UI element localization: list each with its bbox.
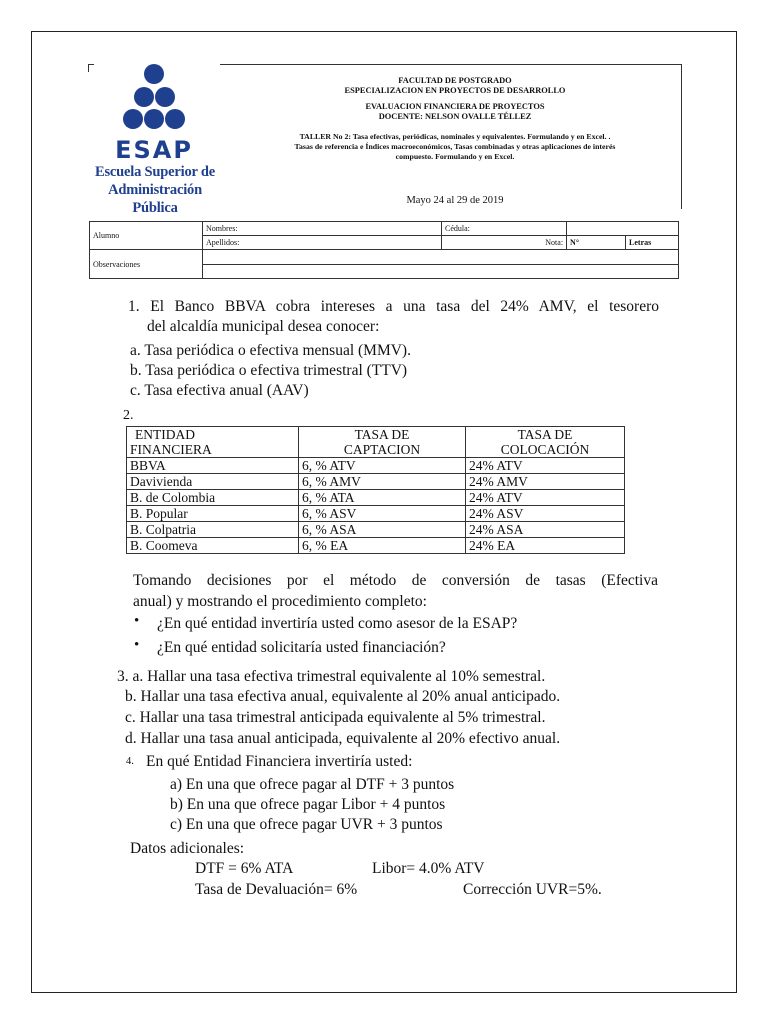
logo-dot bbox=[155, 87, 175, 107]
colocacion-cell: 24% AMV bbox=[466, 474, 625, 490]
header-course: EVALUACION FINANCIERA DE PROYECTOS bbox=[365, 102, 545, 111]
taller-line2: Tasas de referencia e Índices macroeconómicos, Tasas combinadas y otras aplicaciones de interés bbox=[294, 142, 616, 151]
captacion-cell: 6, % ASV bbox=[299, 506, 466, 522]
logo-dot bbox=[134, 87, 154, 107]
apellidos-field[interactable]: Apellidos: bbox=[203, 236, 442, 250]
header-specialization: ESPECIALIZACION EN PROYECTOS DE DESARROLLO bbox=[344, 86, 566, 95]
table-row bbox=[127, 506, 625, 522]
header-entidad-1: ENTIDAD bbox=[135, 427, 195, 442]
q1-option-a: a. Tasa periódica o efectiva mensual (MMV). bbox=[130, 342, 411, 359]
q1-option-c: c. Tasa efectiva anual (AAV) bbox=[130, 382, 309, 399]
nota-label: Nota: bbox=[442, 236, 567, 250]
observaciones-line1[interactable] bbox=[203, 250, 679, 265]
entity-cell: BBVA bbox=[127, 458, 299, 474]
entity-cell: B. de Colombia bbox=[127, 490, 299, 506]
entity-cell: B. Popular bbox=[127, 506, 299, 522]
institution-name-line2: Administración Pública bbox=[108, 182, 202, 216]
q1-line2: del alcaldía municipal desea conocer: bbox=[147, 318, 380, 335]
rates-header-row bbox=[127, 427, 625, 458]
observaciones-label: Observaciones bbox=[90, 250, 203, 279]
table-row bbox=[127, 538, 625, 554]
captacion-cell: 6, % ASA bbox=[299, 522, 466, 538]
header-colocacion-1: TASA DE bbox=[517, 427, 573, 442]
q1-line1: 1. El Banco BBVA cobra intereses a una tasa del 24% AMV, el tesorero bbox=[128, 298, 659, 315]
header-taller bbox=[226, 132, 684, 162]
header-colocacion bbox=[466, 427, 625, 458]
logo-dot bbox=[144, 64, 164, 84]
q3-option-c: c. Hallar una tasa trimestral anticipada equivalente al 5% trimestral. bbox=[125, 709, 546, 726]
logo-dot bbox=[165, 109, 185, 129]
nota-number[interactable]: N° bbox=[567, 236, 626, 250]
q4-dtf: DTF = 6% ATA bbox=[195, 860, 294, 877]
nombres-field[interactable]: Nombres: bbox=[203, 222, 442, 236]
q4-intro: En qué Entidad Financiera invertiría usted: bbox=[146, 753, 413, 770]
captacion-cell: 6, % ATA bbox=[299, 490, 466, 506]
entity-cell: B. Coomeva bbox=[127, 538, 299, 554]
bullet-icon: • bbox=[134, 613, 140, 629]
nota-letras[interactable]: Letras bbox=[626, 236, 679, 250]
table-row bbox=[127, 522, 625, 538]
header-teacher: DOCENTE: NELSON OVALLE TÉLLEZ bbox=[378, 112, 532, 121]
q4-option-a: a) En una que ofrece pagar al DTF + 3 puntos bbox=[170, 776, 455, 793]
logo-letters: ESAP bbox=[115, 136, 193, 164]
table-row bbox=[127, 474, 625, 490]
captacion-cell: 6, % AMV bbox=[299, 474, 466, 490]
logo-dot bbox=[123, 109, 143, 129]
header-date: Mayo 24 al 29 de 2019 bbox=[406, 195, 504, 206]
q3-option-a: 3. a. Hallar una tasa efectiva trimestral equivalente al 10% semestral. bbox=[117, 668, 546, 685]
q2-text-line2: anual) y mostrando el procedimiento completo: bbox=[133, 593, 427, 610]
header-entidad-2: FINANCIERA bbox=[130, 442, 212, 457]
q4-option-c: c) En una que ofrece pagar UVR + 3 puntos bbox=[170, 816, 443, 833]
cedula-field[interactable]: Cédula: bbox=[442, 222, 567, 236]
q4-libor: Libor= 4.0% ATV bbox=[372, 860, 485, 877]
q4-datos-label: Datos adicionales: bbox=[130, 840, 245, 857]
student-info-table bbox=[89, 221, 679, 279]
captacion-cell: 6, % EA bbox=[299, 538, 466, 554]
colocacion-cell: 24% ATV bbox=[466, 490, 625, 506]
entity-cell: B. Colpatria bbox=[127, 522, 299, 538]
taller-line3: compuesto. Formulando y en Excel. bbox=[395, 152, 515, 161]
colocacion-cell: 24% ATV bbox=[466, 458, 625, 474]
table-row bbox=[127, 458, 625, 474]
q4-uvr: Corrección UVR=5%. bbox=[463, 881, 602, 898]
colocacion-cell: 24% EA bbox=[466, 538, 625, 554]
q2-bullet1: ¿En qué entidad invertiría usted como asesor de la ESAP? bbox=[157, 615, 518, 632]
header-captacion bbox=[299, 427, 466, 458]
header-captacion-1: TASA DE bbox=[354, 427, 410, 442]
q3-option-d: d. Hallar una tasa anual anticipada, equivalente al 20% efectivo anual. bbox=[125, 730, 561, 747]
q2-number: 2. bbox=[123, 408, 134, 423]
table-row bbox=[127, 490, 625, 506]
header-frame-corner-v bbox=[88, 64, 89, 72]
taller-line1: TALLER No 2: Tasa efectivas, periódicas, nominales y equivalentes. Formulando y en Excel. . bbox=[299, 132, 611, 141]
institution-name-line1: Escuela Superior de bbox=[95, 164, 215, 180]
header-faculty: FACULTAD DE POSTGRADO bbox=[398, 76, 512, 85]
logo-dot bbox=[144, 109, 164, 129]
bullet-icon: • bbox=[134, 637, 140, 653]
alumno-label: Alumno bbox=[90, 222, 203, 250]
q4-number: 4. bbox=[126, 756, 134, 767]
q3-option-b: b. Hallar una tasa efectiva anual, equivalente al 20% anual anticipado. bbox=[125, 688, 561, 705]
q4-devaluacion: Tasa de Devaluación= 6% bbox=[195, 881, 358, 898]
colocacion-cell: 24% ASA bbox=[466, 522, 625, 538]
q4-option-b: b) En una que ofrece pagar Libor + 4 puntos bbox=[170, 796, 446, 813]
header-colocacion-2: COLOCACIÓN bbox=[500, 442, 590, 457]
q2-bullet2: ¿En qué entidad solicitaría usted financiación? bbox=[157, 639, 446, 656]
captacion-cell: 6, % ATV bbox=[299, 458, 466, 474]
header-entidad bbox=[127, 427, 299, 458]
cedula-value[interactable] bbox=[567, 222, 679, 236]
q1-option-b: b. Tasa periódica o efectiva trimestral (TTV) bbox=[130, 362, 408, 379]
header-text bbox=[226, 76, 684, 162]
institution-name bbox=[88, 163, 222, 217]
q2-text-line1: Tomando decisiones por el método de conversión de tasas (Efectiva bbox=[133, 572, 658, 589]
header-frame-top bbox=[220, 64, 682, 65]
header-captacion-2: CAPTACION bbox=[343, 442, 421, 457]
rates-table bbox=[126, 426, 625, 554]
colocacion-cell: 24% ASV bbox=[466, 506, 625, 522]
observaciones-line2[interactable] bbox=[203, 264, 679, 279]
entity-cell: Davivienda bbox=[127, 474, 299, 490]
